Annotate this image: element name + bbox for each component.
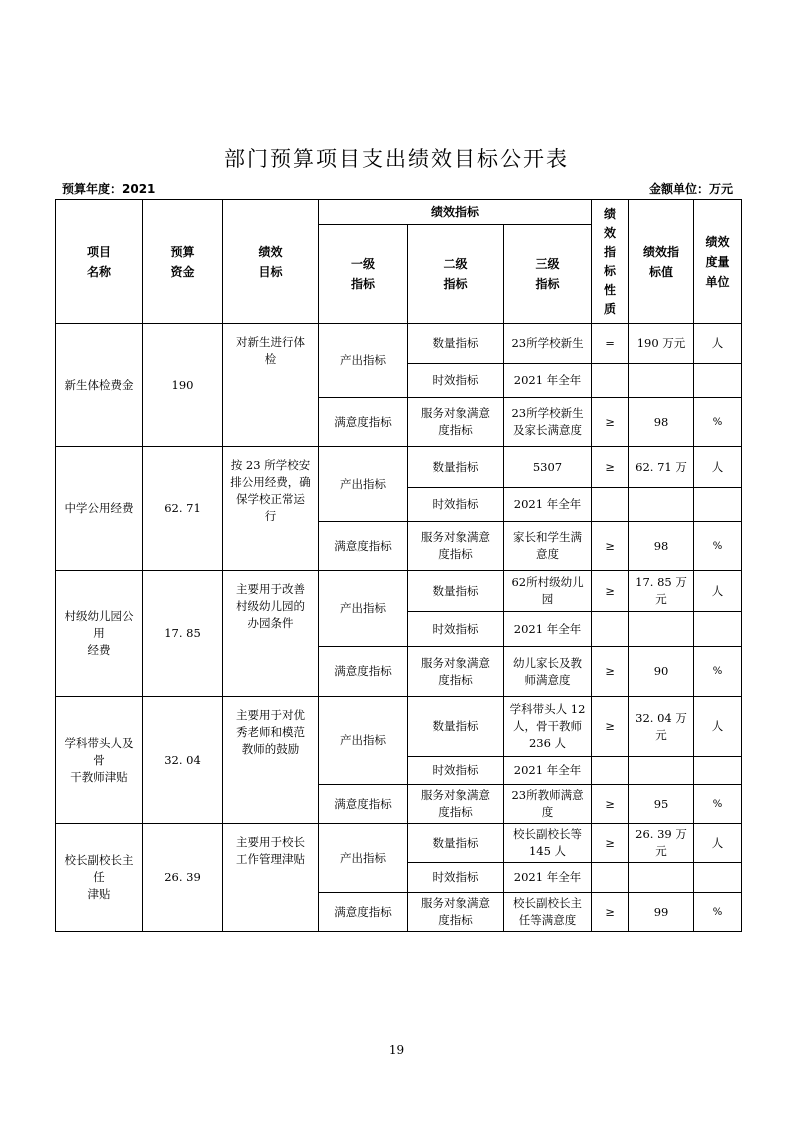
table-row (56, 447, 742, 488)
level2-indicator: 时效指标 (408, 364, 504, 398)
measure-unit: 人 (694, 447, 742, 488)
level2-indicator: 数量指标 (408, 447, 504, 488)
table-row (56, 571, 742, 612)
level3-indicator: 23所学校新生 及家长满意度 (504, 398, 592, 447)
indicator-nature (592, 612, 629, 647)
indicator-nature (592, 863, 629, 893)
level2-indicator: 时效指标 (408, 863, 504, 893)
measure-unit: 人 (694, 824, 742, 863)
budget-year: 预算年度：2021 (62, 182, 156, 196)
project-name: 校长副校长主任 津贴 (56, 824, 143, 932)
project-name: 学科带头人及骨 干教师津贴 (56, 697, 143, 824)
table-row (56, 697, 742, 757)
header-level3: 三级 指标 (504, 225, 592, 324)
table-body (56, 324, 742, 932)
measure-unit: 人 (694, 324, 742, 364)
indicator-value (629, 488, 694, 522)
level2-indicator: 服务对象满意 度指标 (408, 522, 504, 571)
measure-unit (694, 364, 742, 398)
level3-indicator: 校长副校长等 145 人 (504, 824, 592, 863)
header-level2: 二级 指标 (408, 225, 504, 324)
performance-table (55, 199, 742, 932)
indicator-value (629, 757, 694, 785)
header-indicators: 绩效指标 (319, 200, 592, 225)
level2-indicator: 时效指标 (408, 757, 504, 785)
measure-unit: % (694, 522, 742, 571)
level2-indicator: 时效指标 (408, 612, 504, 647)
indicator-value (629, 612, 694, 647)
measure-unit: % (694, 647, 742, 697)
level1-indicator: 满意度指标 (319, 785, 408, 824)
table-row (56, 324, 742, 364)
project-fund: 17. 85 (143, 571, 223, 697)
level1-indicator: 满意度指标 (319, 522, 408, 571)
indicator-nature: ≥ (592, 647, 629, 697)
level2-indicator: 时效指标 (408, 488, 504, 522)
level3-indicator: 62所村级幼儿 园 (504, 571, 592, 612)
project-name: 村级幼儿园公用 经费 (56, 571, 143, 697)
indicator-nature: ≥ (592, 571, 629, 612)
project-fund: 62. 71 (143, 447, 223, 571)
level2-indicator: 服务对象满意 度指标 (408, 785, 504, 824)
measure-unit: % (694, 785, 742, 824)
project-goal: 对新生进行体 检 (223, 324, 319, 447)
measure-unit: 人 (694, 571, 742, 612)
level2-indicator: 数量指标 (408, 824, 504, 863)
project-fund: 190 (143, 324, 223, 447)
level3-indicator: 幼儿家长及教 师满意度 (504, 647, 592, 697)
level1-indicator: 满意度指标 (319, 647, 408, 697)
measure-unit: % (694, 398, 742, 447)
indicator-nature: ≥ (592, 447, 629, 488)
indicator-value: 62. 71 万 (629, 447, 694, 488)
project-name: 中学公用经费 (56, 447, 143, 571)
level1-indicator: 产出指标 (319, 324, 408, 398)
measure-unit (694, 488, 742, 522)
level3-indicator: 2021 年全年 (504, 612, 592, 647)
level1-indicator: 满意度指标 (319, 398, 408, 447)
indicator-value: 190 万元 (629, 324, 694, 364)
page-title: 部门预算项目支出绩效目标公开表 (224, 147, 569, 171)
table-row (56, 824, 742, 863)
indicator-value (629, 863, 694, 893)
indicator-value (629, 364, 694, 398)
indicator-value: 99 (629, 893, 694, 932)
level2-indicator: 服务对象满意 度指标 (408, 893, 504, 932)
project-goal: 主要用于对优 秀老师和模范 教师的鼓励 (223, 697, 319, 824)
measure-unit (694, 757, 742, 785)
level3-indicator: 23所教师满意 度 (504, 785, 592, 824)
level2-indicator: 数量指标 (408, 571, 504, 612)
header-value: 绩效指 标值 (629, 200, 694, 324)
indicator-nature: ≥ (592, 697, 629, 757)
header-fund: 预算 资金 (143, 200, 223, 324)
level1-indicator: 产出指标 (319, 571, 408, 647)
indicator-nature: = (592, 324, 629, 364)
measure-unit: 人 (694, 697, 742, 757)
project-goal: 按 23 所学校安 排公用经费，确 保学校正常运 行 (223, 447, 319, 571)
level3-indicator: 2021 年全年 (504, 364, 592, 398)
measure-unit (694, 612, 742, 647)
header-name: 项目 名称 (56, 200, 143, 324)
level3-indicator: 5307 (504, 447, 592, 488)
header-goal: 绩效 目标 (223, 200, 319, 324)
indicator-nature (592, 488, 629, 522)
measure-unit (694, 863, 742, 893)
indicator-nature: ≥ (592, 398, 629, 447)
header-unit: 绩效 度量 单位 (694, 200, 742, 324)
level3-indicator: 2021 年全年 (504, 488, 592, 522)
project-fund: 26. 39 (143, 824, 223, 932)
measure-unit: % (694, 893, 742, 932)
level2-indicator: 数量指标 (408, 697, 504, 757)
indicator-value: 90 (629, 647, 694, 697)
level3-indicator: 2021 年全年 (504, 757, 592, 785)
indicator-value: 98 (629, 398, 694, 447)
indicator-nature: ≥ (592, 522, 629, 571)
level3-indicator: 校长副校长主 任等满意度 (504, 893, 592, 932)
level2-indicator: 服务对象满意 度指标 (408, 398, 504, 447)
level3-indicator: 2021 年全年 (504, 863, 592, 893)
project-goal: 主要用于改善 村级幼儿园的 办园条件 (223, 571, 319, 697)
level2-indicator: 服务对象满意 度指标 (408, 647, 504, 697)
indicator-value: 26. 39 万 元 (629, 824, 694, 863)
indicator-nature: ≥ (592, 785, 629, 824)
level3-indicator: 家长和学生满 意度 (504, 522, 592, 571)
indicator-value: 32. 04 万 元 (629, 697, 694, 757)
table-header (56, 200, 742, 324)
indicator-nature: ≥ (592, 824, 629, 863)
amount-unit: 金额单位：万元 (648, 182, 733, 196)
project-fund: 32. 04 (143, 697, 223, 824)
project-name: 新生体检费金 (56, 324, 143, 447)
level1-indicator: 产出指标 (319, 824, 408, 893)
indicator-nature (592, 364, 629, 398)
header-level1: 一级 指标 (319, 225, 408, 324)
level3-indicator: 学科带头人 12 人，骨干教师 236 人 (504, 697, 592, 757)
indicator-value: 95 (629, 785, 694, 824)
project-goal: 主要用于校长 工作管理津贴 (223, 824, 319, 932)
indicator-nature (592, 757, 629, 785)
page-number: 19 (388, 1043, 405, 1057)
level1-indicator: 产出指标 (319, 697, 408, 785)
indicator-value: 98 (629, 522, 694, 571)
indicator-nature: ≥ (592, 893, 629, 932)
indicator-value: 17. 85 万 元 (629, 571, 694, 612)
level1-indicator: 产出指标 (319, 447, 408, 522)
level1-indicator: 满意度指标 (319, 893, 408, 932)
header-nature: 绩 效 指 标 性 质 (592, 200, 629, 324)
level2-indicator: 数量指标 (408, 324, 504, 364)
level3-indicator: 23所学校新生 (504, 324, 592, 364)
